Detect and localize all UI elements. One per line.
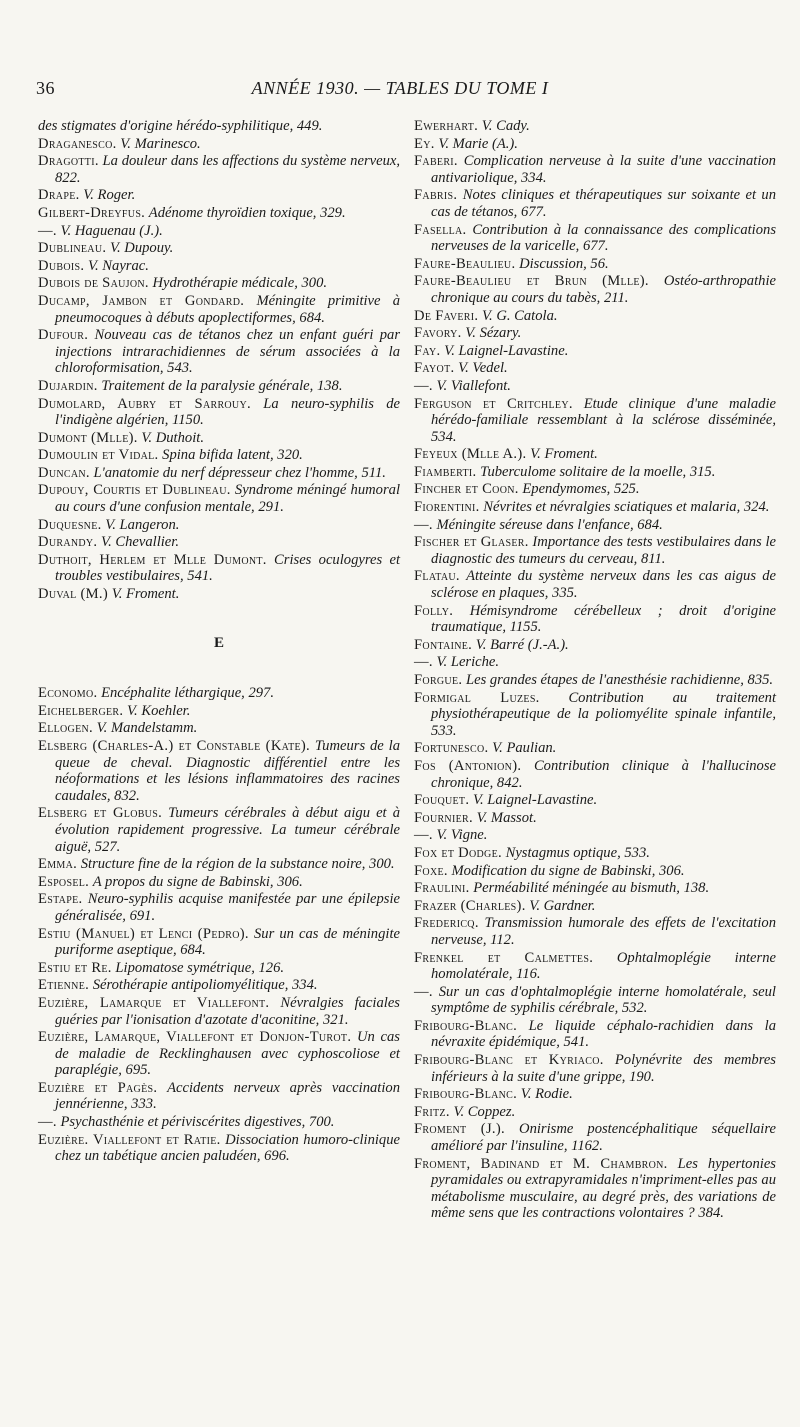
entry-author: Feyeux (Mlle A.). [414, 446, 527, 463]
entry-title: Structure fine de la région de la substance noire, 300. [80, 856, 395, 873]
index-entry [414, 360, 776, 377]
entry-author: Economo. [38, 685, 98, 702]
entry-author: Euzière et Pagès. [38, 1079, 158, 1096]
entry-title: V. Barré (J.-A.). [475, 636, 569, 653]
index-entry [414, 1052, 776, 1085]
index-entry [414, 1086, 776, 1103]
entry-title: Névralgies faciales guéries par l'ionisation d'azotate d'aconitine, 321. [55, 994, 400, 1028]
entry-author: —. [414, 827, 433, 844]
entry-title: V. Mandelstamm. [96, 720, 198, 737]
running-title: ANNÉE 1930. — TABLES DU TOME I [251, 78, 549, 98]
index-entry [38, 187, 400, 204]
entry-author: Emma. [38, 856, 78, 873]
index-entry [414, 568, 776, 601]
f-entries [414, 118, 776, 1222]
entry-title: Contribution au traitement physiothérapeutique de la poliomyélite spinale infantile, 533. [431, 689, 776, 739]
entry-title: Sérothérapie antipoliomyélitique, 334. [92, 977, 318, 994]
entry-title: V. Haguenau (J.). [60, 222, 163, 239]
index-entry [414, 378, 776, 395]
entry-author: Dubois de Saujon. [38, 275, 149, 292]
index-entry [38, 378, 400, 395]
entry-title: Ophtalmoplégie interne homolatérale, 116. [431, 949, 776, 983]
entry-title: V. Paulian. [492, 740, 557, 757]
entry-title: Méningite séreuse dans l'enfance, 684. [436, 516, 663, 533]
entry-author: Frenkel et Calmettes. [414, 949, 594, 966]
entry-author: Durandy. [38, 534, 98, 551]
entry-author: Dragotti. [38, 153, 99, 170]
entry-author: Euzière, Lamarque et Viallefont. [38, 994, 270, 1011]
index-entry [414, 343, 776, 360]
index-entry [414, 273, 776, 306]
page-number: 36 [36, 78, 55, 98]
entry-author: Fiamberti. [414, 463, 477, 480]
entry-title: Un cas de maladie de Recklinghausen avec cyphoscoliose et paraplégie, 695. [55, 1029, 400, 1079]
entry-title: Sur un cas de méningite puriforme aseptique, 684. [55, 925, 400, 959]
entry-author: Fournier. [414, 809, 473, 826]
entry-author: —. [38, 1114, 57, 1131]
entry-title: Ependymomes, 525. [522, 481, 640, 498]
entry-author: Dujardin. [38, 377, 98, 394]
index-entry [38, 685, 400, 702]
entry-title: des stigmates d'origine hérédo-syphilitique, 449. [38, 118, 323, 134]
entry-title: Névrites et névralgies sciatiques et malaria, 324. [483, 499, 770, 516]
entry-title: V. Chevallier. [101, 534, 179, 551]
entry-title: V. Marie (A.). [438, 135, 518, 152]
entry-author: Elsberg et Globus. [38, 805, 163, 822]
entry-author: Forgue. [414, 672, 463, 688]
entry-title: Atteinte du système nerveux dans les cas aigus de sclérose en plaques, 335. [431, 568, 776, 602]
index-entry [414, 880, 776, 897]
index-entry [414, 499, 776, 516]
index-entry [414, 740, 776, 757]
index-entry [38, 293, 400, 326]
index-entry [38, 738, 400, 804]
entry-title: Psychasthénie et périviscérites digestives, 700. [60, 1114, 335, 1131]
index-entry [414, 481, 776, 498]
entry-title: Méningite primitive à pneumocoques à débuts apoplectiformes, 684. [55, 292, 401, 326]
entry-title: V. Massot. [476, 809, 537, 826]
index-entry [414, 1156, 776, 1222]
entry-author: Estape. [38, 891, 83, 908]
index-entry [414, 1104, 776, 1121]
index-entry [38, 891, 400, 924]
index-entry [38, 327, 400, 377]
entry-author: Dumolard, Aubry et Sarrouy. [38, 395, 251, 412]
entry-author: Draganesco. [38, 135, 117, 152]
index-entry [414, 950, 776, 983]
entry-title: Hémisyndrome cérébelleux ; droit d'origine traumatique, 1155. [431, 602, 776, 636]
index-entry [38, 977, 400, 994]
entry-author: Estiu et Re. [38, 959, 112, 976]
index-entry [414, 863, 776, 880]
entry-author: Fincher et Coon. [414, 481, 519, 498]
entry-title: Neuro-syphilis acquise manifestée par une épilepsie généralisée, 691. [55, 891, 400, 924]
entry-author: Fredericq. [414, 915, 479, 932]
index-entry [414, 256, 776, 273]
index-entry [38, 240, 400, 257]
entry-author: Fischer et Glaser. [414, 534, 529, 551]
e-entries [38, 685, 400, 1165]
entry-author: Frazer (Charles). [414, 897, 526, 914]
entry-title: Traitement de la paralysie générale, 138. [101, 377, 343, 394]
entry-title: Crises oculogyres et troubles vestibulaires, 541. [55, 551, 400, 585]
entry-title: V. Marinesco. [120, 135, 201, 152]
entry-author: Dufour. [38, 327, 89, 344]
entry-title: V. Duthoit. [141, 429, 204, 446]
entry-author: Ey. [414, 135, 435, 152]
entry-author: Fouquet. [414, 792, 470, 809]
entry-author: —. [414, 516, 433, 533]
index-entry [414, 672, 776, 689]
entry-title: V. Froment. [530, 446, 598, 463]
entry-title: Tumeurs cérébrales à début aigu et à évolution rapidement progressive. La tumeur cérébrale aiguë, 527. [55, 805, 400, 855]
index-entry [38, 205, 400, 222]
index-entry [38, 223, 400, 240]
entry-title: Nystagmus optique, 533. [505, 844, 650, 861]
entry-title: V. Koehler. [127, 702, 191, 719]
index-entry [38, 1080, 400, 1113]
index-entry [38, 995, 400, 1028]
entry-author: Ellogen. [38, 720, 93, 737]
index-entry [414, 517, 776, 534]
index-entry [414, 915, 776, 948]
index-entry [414, 792, 776, 809]
index-entry [414, 153, 776, 186]
index-entry [38, 396, 400, 429]
index-entry [414, 637, 776, 654]
entry-author: Fayot. [414, 360, 455, 377]
index-entry [38, 926, 400, 959]
index-entry [414, 1018, 776, 1051]
entry-title: Nouveau cas de tétanos chez un enfant guéri par injections intrarachidiennes de sérum associées à la chloroformisation, 543. [55, 327, 400, 377]
entry-title: L'anatomie du nerf dépresseur chez l'homme, 511. [93, 464, 386, 481]
entry-title: Transmission humorale des effets de l'excitation nerveuse, 112. [431, 915, 776, 948]
entry-author: —. [414, 983, 433, 1000]
entry-author: Euzière, Lamarque, Viallefont et Donjon-Turot. [38, 1029, 352, 1046]
index-entry [38, 534, 400, 551]
entry-title: Polynévrite des membres inférieurs à la suite d'une grippe, 190. [431, 1052, 776, 1085]
index-entry [414, 603, 776, 636]
index-entry [38, 465, 400, 482]
entry-title: Importance des tests vestibulaires dans le diagnostic des tumeurs du cerveau, 811. [431, 534, 776, 567]
entry-author: Flatau. [414, 568, 460, 585]
entry-title: Encéphalite léthargique, 297. [101, 685, 275, 702]
index-entry [414, 118, 776, 135]
entry-title: Syndrome méningé humoral au cours d'une confusion mentale, 291. [55, 482, 400, 516]
entry-author: Fay. [414, 342, 441, 359]
entry-author: Gilbert-Dreyfus. [38, 204, 146, 221]
index-entry [38, 447, 400, 464]
entry-title: V. Viallefont. [436, 377, 511, 394]
index-entry [38, 1029, 400, 1079]
entry-author: Fiorentini. [414, 499, 480, 516]
index-entry [414, 690, 776, 740]
entry-title: V. Nayrac. [87, 257, 149, 274]
index-entry [414, 222, 776, 255]
entry-title: Le liquide céphalo-rachidien dans la névraxite épidémique, 541. [431, 1017, 776, 1051]
entry-author: Faberi. [414, 153, 458, 170]
entry-title: V. Gardner. [529, 897, 596, 914]
entry-author: Fribourg-Blanc et Kyriaco. [414, 1052, 604, 1069]
entry-author: Ewerhart. [414, 118, 479, 134]
entry-title: Les hypertonies pyramidales ou extrapyramidales n'impriment-elles pas au métabolisme musculaire, au degré près, des variations de même sens que les contractions volontaires ? 384. [431, 1155, 776, 1222]
entry-author: Fribourg-Blanc. [414, 1086, 518, 1103]
entry-title: V. Roger. [83, 187, 136, 204]
entry-title: Accidents nerveux après vaccination jennérienne, 333. [55, 1079, 400, 1113]
index-entry [38, 482, 400, 515]
right-column [414, 118, 776, 1223]
entry-title: V. Sézary. [465, 325, 522, 342]
entry-author: Folly. [414, 602, 454, 619]
d-entries [38, 118, 400, 603]
entry-author: Duthoit, Herlem et Mlle Dumont. [38, 551, 267, 568]
entry-title: Tumeurs de la queue de cheval. Diagnostic différentiel entre les néoformations et les lésions inflammatoires des racines caudales, 832. [55, 738, 401, 804]
entry-author: Fraulini. [414, 880, 470, 897]
entry-title: Complication nerveuse à la suite d'une vaccination antivariolique, 334. [431, 153, 776, 186]
index-entry [414, 984, 776, 1017]
entry-title: V. G. Catola. [481, 307, 558, 324]
entry-author: Formigal Luzes. [414, 689, 540, 706]
entry-author: Faure-Beaulieu et Brun (Mlle). [414, 273, 649, 290]
entry-author: Foxe. [414, 862, 448, 879]
index-entry [414, 810, 776, 827]
entry-author: Fribourg-Blanc. [414, 1017, 518, 1034]
entry-title: A propos du signe de Babinski, 306. [92, 873, 303, 890]
index-entry [414, 758, 776, 791]
index-entry [414, 898, 776, 915]
index-entry [38, 874, 400, 891]
index-entry [414, 325, 776, 342]
index-entry [38, 118, 400, 135]
entry-title: V. Froment. [111, 586, 180, 603]
entry-author: Elsberg (Charles-A.) et Constable (Kate). [38, 738, 310, 754]
entry-author: —. [414, 377, 433, 394]
index-entry [38, 960, 400, 977]
index-entry [38, 275, 400, 292]
entry-author: Estiu (Manuel) et Lenci (Pedro). [38, 925, 249, 942]
entry-author: Fasella. [414, 221, 467, 238]
entry-author: Fritz. [414, 1103, 450, 1120]
entry-title: Contribution à la connaissance des complications nerveuses de la varicelle, 677. [431, 221, 776, 255]
entry-author: Dubois. [38, 257, 85, 274]
entry-author: Fabris. [414, 187, 458, 204]
entry-author: Ducamp, Jambon et Gondard. [38, 292, 245, 309]
index-entry [38, 703, 400, 720]
running-header [36, 78, 764, 102]
index-entry [38, 258, 400, 275]
entry-title: V. Cady. [481, 118, 530, 134]
entry-title: Ostéo-arthropathie chronique au cours du tabès, 211. [431, 273, 776, 306]
entry-author: Drape. [38, 187, 80, 204]
entry-author: Fontaine. [414, 636, 473, 653]
entry-title: V. Leriche. [436, 654, 500, 671]
entry-title: Notes cliniques et thérapeutiques sur soixante et un cas de tétanos, 677. [431, 187, 776, 220]
entry-author: Etienne. [38, 977, 90, 994]
entry-author: Dublineau. [38, 240, 107, 257]
section-letter-e: E [213, 634, 224, 651]
entry-author: —. [38, 222, 57, 239]
entry-title: V. Vedel. [458, 360, 508, 377]
entry-author: Esposel. [38, 873, 90, 890]
index-entry [38, 856, 400, 873]
entry-title: Discussion, 56. [519, 255, 609, 272]
entry-author: Duval (M.) [38, 586, 109, 603]
entry-author: Fox et Dodge. [414, 844, 502, 861]
entry-author: Ferguson et Critchley. [414, 395, 573, 412]
entry-title: La neuro-syphilis de l'indigène algérien, 1150. [55, 395, 401, 429]
entry-title: Les grandes étapes de l'anesthésie rachidienne, 835. [465, 672, 774, 688]
entry-author: Eichelberger. [38, 702, 124, 719]
entry-title: V. Laignel-Lavastine. [472, 792, 598, 809]
index-entry [414, 464, 776, 481]
entry-title: V. Rodie. [520, 1086, 573, 1103]
index-entry [414, 136, 776, 153]
entry-author: —. [414, 654, 433, 671]
entry-title: Spina bifida latent, 320. [162, 447, 303, 464]
entry-title: La douleur dans les affections du système nerveux, 822. [55, 153, 400, 186]
entry-author: Dumont (Mlle). [38, 429, 138, 446]
entry-author: Duncan. [38, 464, 90, 481]
entry-author: Dupouy, Courtis et Dublineau. [38, 482, 231, 499]
index-entry [414, 446, 776, 463]
index-entry [414, 187, 776, 220]
index-entry [38, 517, 400, 534]
entry-title: Perméabilité méningée au bismuth, 138. [473, 880, 710, 897]
entry-title: Etude clinique d'une maladie hérédo-familiale ressemblant à la sclérose disséminée, 534. [431, 395, 776, 445]
entry-author: Froment, Badinand et M. Chambron. [414, 1155, 668, 1172]
entry-author: Faure-Beaulieu. [414, 255, 516, 272]
entry-title: V. Vigne. [436, 827, 488, 844]
entry-author: Fos (Antonion). [414, 757, 522, 774]
entry-author: Froment (J.). [414, 1121, 505, 1138]
index-entry [38, 552, 400, 585]
entry-author: Dumoulin et Vidal. [38, 447, 159, 464]
index-entry [414, 308, 776, 325]
entry-title: Lipomatose symétrique, 126. [115, 959, 285, 976]
entry-title: Onirisme postencéphalitique séquellaire amélioré par l'insuline, 1162. [431, 1121, 776, 1155]
index-entry [38, 153, 400, 186]
entry-title: Contribution clinique à l'hallucinose chronique, 842. [431, 757, 777, 791]
entry-author: De Faveri. [414, 307, 479, 324]
index-entry [414, 845, 776, 862]
entry-title: Dissociation humoro-clinique chez un tabétique ancien paludéen, 696. [55, 1131, 401, 1165]
index-entry [414, 1121, 776, 1154]
index-entry [38, 805, 400, 855]
entry-title: Adénome thyroïdien toxique, 329. [148, 204, 346, 221]
index-entry [38, 136, 400, 153]
entry-title: V. Dupouy. [109, 240, 174, 257]
entry-title: V. Coppez. [453, 1103, 516, 1120]
index-entry [38, 720, 400, 737]
index-entry [38, 586, 400, 603]
entry-title: Tuberculome solitaire de la moelle, 315. [480, 463, 716, 480]
left-column [38, 118, 400, 1166]
entry-title: V. Langeron. [105, 516, 180, 533]
index-entry [414, 827, 776, 844]
index-entry [38, 1132, 400, 1165]
entry-title: Modification du signe de Babinski, 306. [451, 862, 685, 879]
index-entry [38, 430, 400, 447]
entry-author: Fortunesco. [414, 740, 489, 757]
entry-author: Duquesne. [38, 516, 102, 533]
entry-title: V. Laignel-Lavastine. [444, 342, 569, 359]
index-entry [414, 534, 776, 567]
index-entry [414, 396, 776, 446]
entry-title: Hydrothérapie médicale, 300. [152, 275, 328, 292]
index-entry [414, 654, 776, 671]
index-entry [38, 1114, 400, 1131]
entry-title: Sur un cas d'ophtalmoplégie interne homolatérale, seul symptôme de syphilis cérébrale, 532. [431, 983, 776, 1017]
entry-author: Favory. [414, 325, 462, 342]
entry-author: Euzière. Viallefont et Ratie. [38, 1131, 221, 1148]
